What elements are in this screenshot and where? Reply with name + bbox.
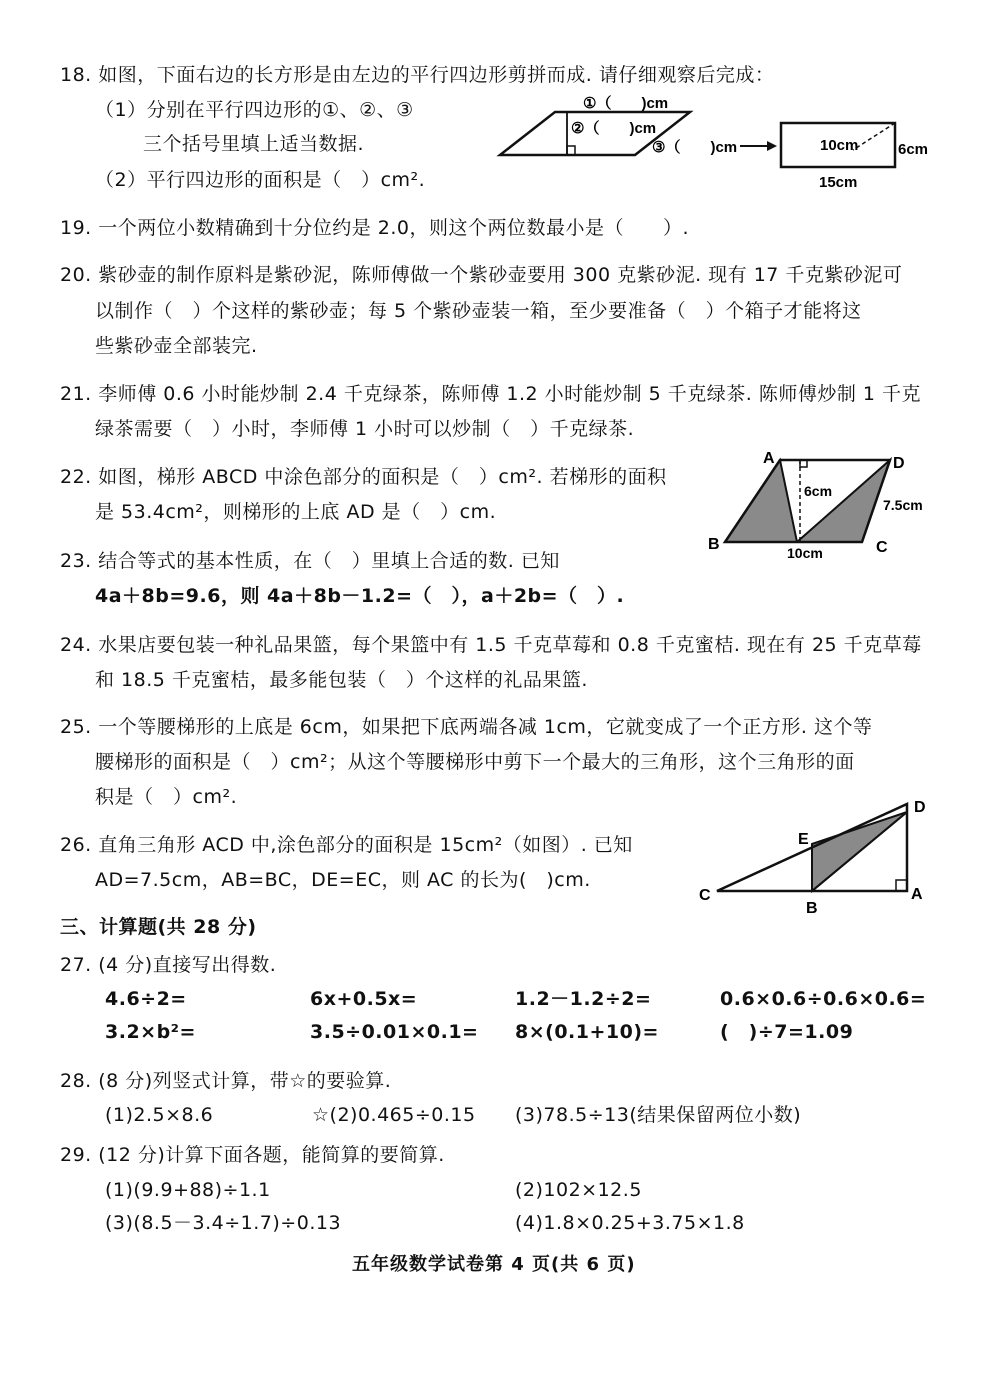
q26-line2: AD=7.5cm，AB=BC，DE=EC，则 AC 的长为( )cm.	[95, 869, 591, 891]
q18-line1: 18. 如图，下面右边的长方形是由左边的平行四边形剪拼而成. 请仔细观察后完成：	[60, 64, 775, 86]
vertex-B: B	[806, 900, 818, 917]
shaded-triangle-left	[725, 460, 797, 542]
q18-line2: （1）分别在平行四边形的①、②、③	[95, 99, 414, 121]
q29-title: 29. (12 分)计算下面各题，能简算的要简算.	[60, 1144, 445, 1166]
label-1: ①（ )cm	[583, 95, 669, 112]
arrow-head	[767, 141, 777, 151]
vertex-D: D	[914, 799, 926, 816]
q18-line3: 三个括号里填上适当数据.	[143, 133, 365, 155]
q27-item: ( )÷7=1.09	[720, 1021, 854, 1043]
q26-figure	[695, 792, 935, 922]
q23-line1: 23. 结合等式的基本性质，在（ ）里填上合适的数. 已知	[60, 550, 560, 572]
rect-inner-label: 10cm	[820, 137, 859, 154]
q27-item: 3.5÷0.01×0.1=	[310, 1021, 479, 1043]
vertex-A: A	[911, 886, 923, 903]
vertex-B: B	[708, 536, 720, 553]
q29-item: (3)(8.5－3.4÷1.7)÷0.13	[105, 1212, 342, 1234]
q26-line1: 26. 直角三角形 ACD 中,涂色部分的面积是 15cm²（如图）. 已知	[60, 834, 633, 856]
q23-line2: 4a＋8b=9.6，则 4a＋8b－1.2=（ ），a＋2b=（ ）.	[95, 585, 625, 607]
q22-line2: 是 53.4cm²，则梯形的上底 AD 是（ ）cm.	[95, 501, 497, 523]
q24-line2: 和 18.5 千克蜜桔，最多能包装（ ）个这样的礼品果篮.	[95, 669, 588, 691]
q29-item: (4)1.8×0.25+3.75×1.8	[515, 1212, 745, 1234]
q22-figure	[700, 446, 940, 566]
q25-line2: 腰梯形的面积是（ ）cm²；从这个等腰梯形中剪下一个最大的三角形，这个三角形的面	[95, 751, 855, 773]
q27-item: 4.6÷2=	[105, 988, 187, 1010]
q27-item: 3.2×b²=	[105, 1021, 196, 1043]
q18-figure	[495, 88, 935, 198]
height-label: 6cm	[804, 483, 833, 499]
right-angle-mark	[567, 146, 575, 155]
q24-line1: 24. 水果店要包装一种礼品果篮，每个果篮中有 1.5 千克草莓和 0.8 千克蜜桔. 现在有 25 千克草莓	[60, 634, 922, 656]
vertex-D: D	[893, 455, 905, 472]
label-2: ②（ )cm	[571, 120, 657, 137]
q28-item: (1)2.5×8.6	[105, 1104, 214, 1126]
q27-item: 8×(0.1+10)=	[515, 1021, 659, 1043]
q28-item: (3)78.5÷13(结果保留两位小数)	[515, 1104, 802, 1126]
q29-item: (2)102×12.5	[515, 1179, 642, 1201]
q27-item: 1.2－1.2÷2=	[515, 988, 652, 1010]
page-footer: 五年级数学试卷第 4 页(共 6 页)	[352, 1254, 636, 1275]
rect-bottom-label: 15cm	[819, 174, 858, 191]
q21-line2: 绿茶需要（ ）小时，李师傅 1 小时可以炒制（ ）千克绿茶.	[95, 418, 635, 440]
right-angle-mark	[896, 880, 907, 891]
q25-line3: 积是（ ）cm².	[95, 786, 238, 808]
q27-item: 0.6×0.6÷0.6×0.6=	[720, 988, 927, 1010]
section-3-heading: 三、计算题(共 28 分)	[60, 916, 257, 938]
rect-diagonal	[853, 123, 895, 150]
q20-line1: 20. 紫砂壶的制作原料是紫砂泥，陈师傅做一个紫砂壶要用 300 克紫砂泥. 现有 17 千克紫砂泥可	[60, 264, 903, 286]
q27-title: 27. (4 分)直接写出得数.	[60, 954, 277, 976]
q25-line1: 25. 一个等腰梯形的上底是 6cm，如果把下底两端各减 1cm，它就变成了一个正方形. 这个等	[60, 716, 873, 738]
q22-line1: 22. 如图，梯形 ABCD 中涂色部分的面积是（ ）cm². 若梯形的面积	[60, 466, 667, 488]
rect-side-label: 6cm	[898, 141, 929, 158]
q29-item: (1)(9.9+88)÷1.1	[105, 1179, 271, 1201]
q20-line3: 些紫砂壶全部装完.	[95, 335, 258, 357]
q27-item: 6x+0.5x=	[310, 988, 418, 1010]
label-3: ③（ )cm	[652, 139, 738, 156]
vertex-C: C	[876, 539, 888, 556]
q28-item: ☆(2)0.465÷0.15	[312, 1104, 476, 1126]
q21-line1: 21. 李师傅 0.6 小时能炒制 2.4 千克绿茶，陈师傅 1.2 小时能炒制 5 千克绿茶. 陈师傅炒制 1 千克	[60, 383, 922, 405]
q18-line4: （2）平行四边形的面积是（ ）cm².	[95, 169, 426, 191]
side-label: 7.5cm	[883, 497, 923, 513]
vertex-A: A	[763, 450, 775, 467]
bottom-label: 10cm	[787, 545, 823, 561]
vertex-E: E	[798, 831, 809, 848]
q20-line2: 以制作（ ）个这样的紫砂壶；每 5 个紫砂壶装一箱，至少要准备（ ）个箱子才能将这	[95, 300, 862, 322]
q28-title: 28. (8 分)列竖式计算，带☆的要验算.	[60, 1070, 392, 1092]
q19-text: 19. 一个两位小数精确到十分位约是 2.0，则这个两位数最小是（ ）.	[60, 217, 690, 239]
vertex-C: C	[699, 887, 711, 904]
